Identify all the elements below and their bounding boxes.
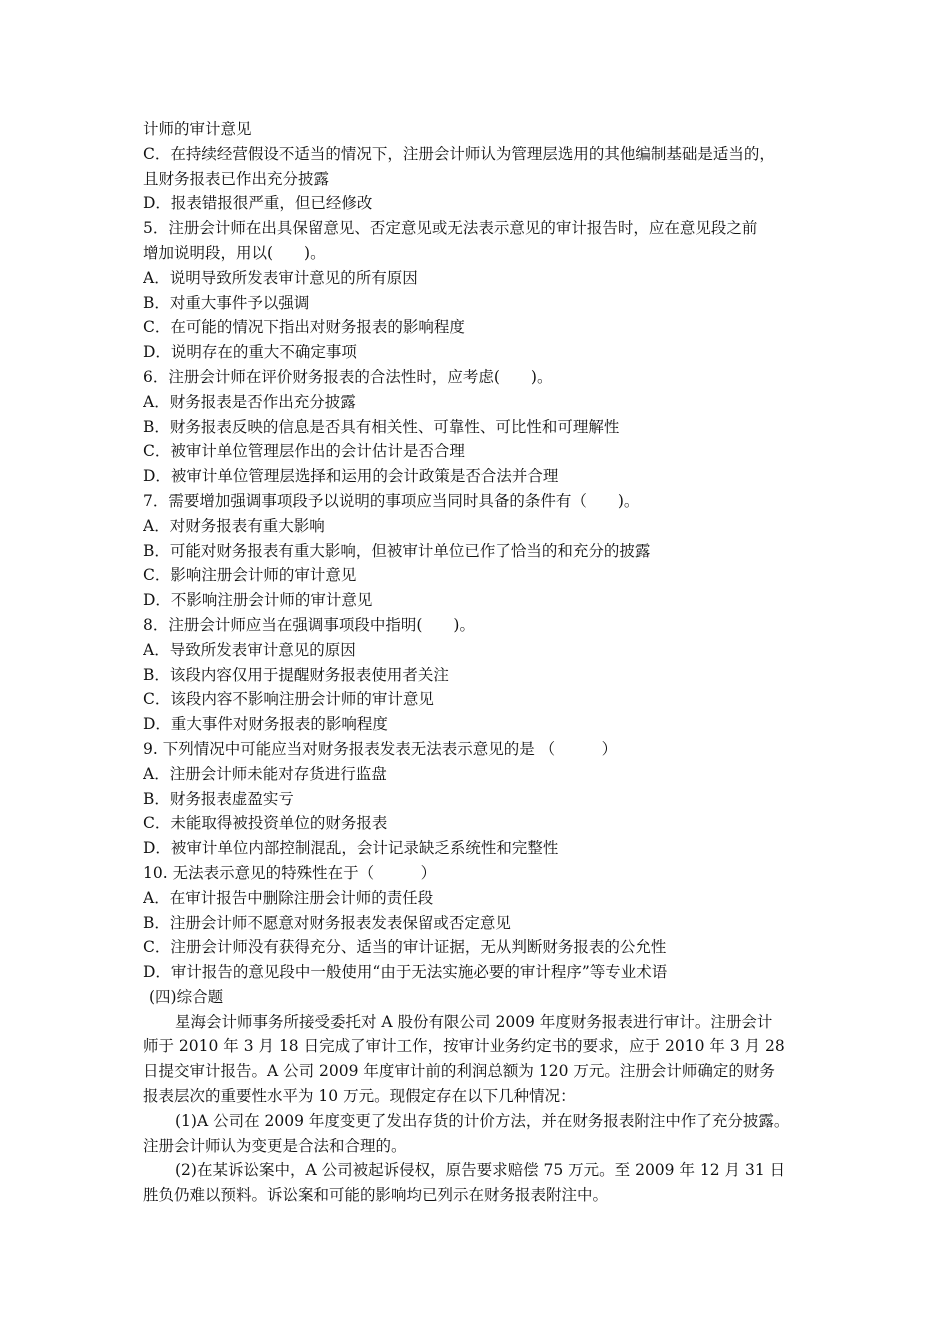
option-line: A．在审计报告中删除注册会计师的责任段 <box>143 888 434 907</box>
option-line: D．说明存在的重大不确定事项 <box>143 343 357 362</box>
option-line: A．财务报表是否作出充分披露 <box>143 392 356 411</box>
option-line: B．对重大事件予以强调 <box>143 293 310 312</box>
option-line: B．财务报表虚盈实亏 <box>143 789 294 808</box>
section-heading: (四)综合题 <box>149 987 224 1006</box>
option-line: A．对财务报表有重大影响 <box>143 516 325 535</box>
question-line: 9. 下列情况中可能应当对财务报表发表无法表示意见的是 （ ） <box>143 739 618 758</box>
option-line: D．不影响注册会计师的审计意见 <box>143 591 373 610</box>
option-line: B．注册会计师不愿意对财务报表发表保留或否定意见 <box>143 913 511 932</box>
paragraph-line: 日提交审计报告。A 公司 2009 年度审计前的利润总额为 120 万元。注册会计师确定的财务 <box>143 1062 775 1081</box>
question-list <box>143 117 811 985</box>
option-line: C．影响注册会计师的审计意见 <box>143 566 357 585</box>
document-page <box>143 117 811 1208</box>
option-line: C．该段内容不影响注册会计师的审计意见 <box>143 690 434 709</box>
option-line: B．可能对财务报表有重大影响，但被审计单位已作了恰当的和充分的披露 <box>143 541 651 560</box>
text-line: 增加说明段，用以( )。 <box>143 243 326 262</box>
option-line: A．说明导致所发表审计意见的所有原因 <box>143 268 418 287</box>
paragraph-line: (1)A 公司在 2009 年度变更了发出存货的计价方法，并在财务报表附注中作了充分披露。 <box>175 1111 790 1130</box>
option-line: D．重大事件对财务报表的影响程度 <box>143 715 388 734</box>
paragraph-line: 星海会计师事务所接受委托对 A 股份有限公司 2009 年度财务报表进行审计。注册会计 <box>175 1012 773 1031</box>
question-line: 5．注册会计师在出具保留意见、否定意见或无法表示意见的审计报告时，应在意见段之前 <box>143 219 758 238</box>
option-line: C．在持续经营假设不适当的情况下，注册会计师认为管理层选用的其他编制基础是适当的， <box>143 144 775 163</box>
case-item-1 <box>143 1109 811 1159</box>
option-line: B．财务报表反映的信息是否具有相关性、可靠性、可比性和可理解性 <box>143 417 620 436</box>
text-line: 且财务报表已作出充分披露 <box>143 169 330 188</box>
question-line: 6．注册会计师在评价财务报表的合法性时，应考虑( )。 <box>143 367 553 386</box>
option-line: A．导致所发表审计意见的原因 <box>143 640 356 659</box>
question-line: 8．注册会计师应当在强调事项段中指明( )。 <box>143 615 475 634</box>
paragraph-line: (2)在某诉讼案中，A 公司被起诉侵权，原告要求赔偿 75 万元。至 2009 年 12 月 31 日 <box>175 1161 786 1180</box>
option-line: A．注册会计师未能对存货进行监盘 <box>143 764 387 783</box>
case-item-2 <box>143 1158 811 1208</box>
option-line: D．被审计单位管理层选择和运用的会计政策是否合法并合理 <box>143 467 559 486</box>
paragraph-line: 注册会计师认为变更是合法和合理的。 <box>143 1136 407 1155</box>
question-line: 7．需要增加强调事项段予以说明的事项应当同时具备的条件有（ )。 <box>143 491 640 510</box>
option-line: D．报表错报很严重，但已经修改 <box>143 194 373 213</box>
case-paragraph <box>143 1010 811 1109</box>
text-line: 计师的审计意见 <box>143 120 252 138</box>
option-line: C．未能取得被投资单位的财务报表 <box>143 814 388 833</box>
option-line: C．被审计单位管理层作出的会计估计是否合理 <box>143 442 465 461</box>
option-line: D．审计报告的意见段中一般使用“由于无法实施必要的审计程序”等专业术语 <box>143 963 668 982</box>
option-line: C．在可能的情况下指出对财务报表的影响程度 <box>143 318 465 337</box>
option-line: D．被审计单位内部控制混乱，会计记录缺乏系统性和完整性 <box>143 839 559 858</box>
option-line: B．该段内容仅用于提醒财务报表使用者关注 <box>143 665 449 684</box>
question-line: 10. 无法表示意见的特殊性在于（ ） <box>143 863 437 882</box>
option-line: C．注册会计师没有获得充分、适当的审计证据，无从判断财务报表的公允性 <box>143 938 667 957</box>
paragraph-line: 师于 2010 年 3 月 18 日完成了审计工作，按审计业务约定书的要求，应于 2010 年 3 月 28 <box>143 1037 785 1056</box>
paragraph-line: 报表层次的重要性水平为 10 万元。现假定存在以下几种情况： <box>143 1087 576 1106</box>
paragraph-line: 胜负仍难以预料。诉讼案和可能的影响均已列示在财务报表附注中。 <box>143 1186 609 1205</box>
